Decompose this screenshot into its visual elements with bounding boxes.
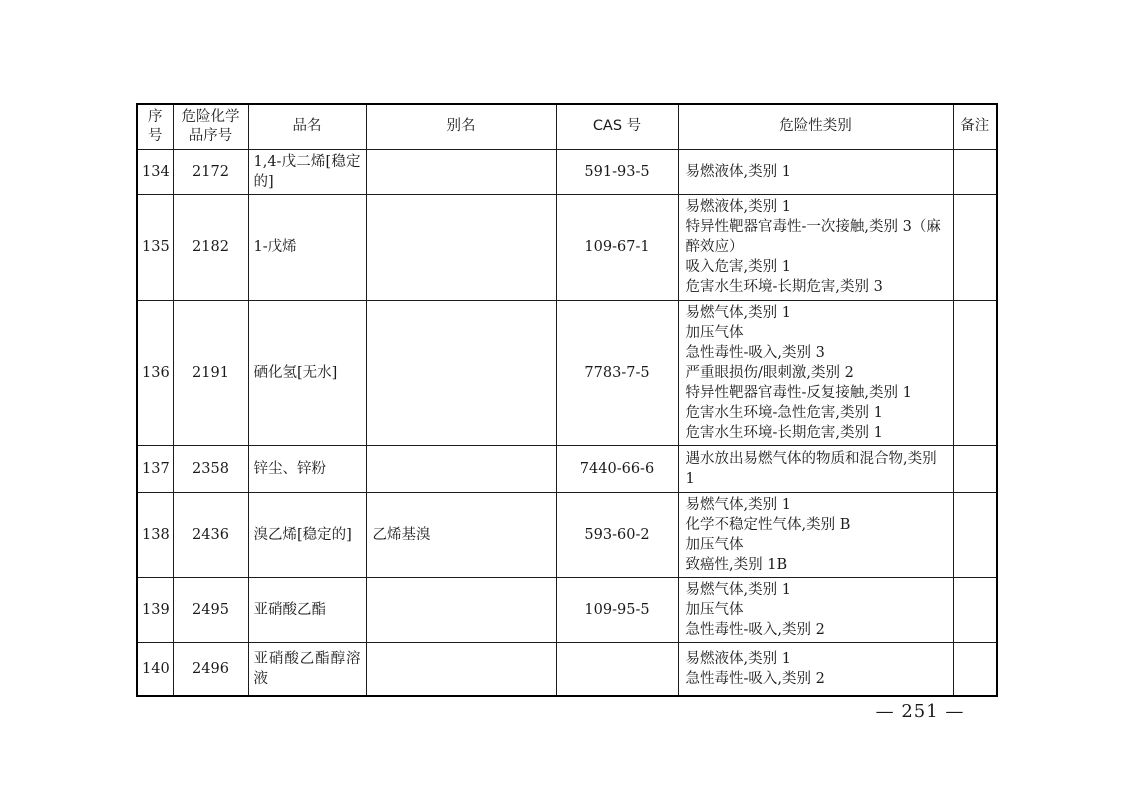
cell-alias [366,194,556,300]
cell-product-name: 锌尘、锌粉 [248,445,366,492]
header-serial-number: 序号 [137,104,173,149]
cell-chemical-serial-number: 2172 [173,149,248,194]
header-row [137,104,997,149]
hazard-line: 危害水生环境-急性危害,类别 1 [685,404,883,421]
cell-alias [366,300,556,445]
cell-product-name: 亚硝酸乙酯醇溶液 [248,642,366,696]
cell-serial-number: 140 [137,642,173,696]
cell-alias [366,445,556,492]
table-row-137 [137,445,997,492]
cell-serial-number: 136 [137,300,173,445]
hazard-line: 加压气体 [685,536,744,553]
cell-chemical-serial-number: 2495 [173,577,248,642]
table-row-136 [137,300,997,445]
header-hazard-category: 危险性类别 [678,104,953,149]
table-row-139 [137,577,997,642]
cell-remark [953,445,997,492]
hazard-line: 特异性靶器官毒性-一次接触,类别 3（麻醉效应） [685,219,941,255]
hazardous-chemicals-table [136,103,998,697]
cell-alias [366,642,556,696]
cell-hazard-category [678,642,953,696]
cell-remark [953,492,997,577]
header-alias: 别名 [366,104,556,149]
cell-serial-number: 138 [137,492,173,577]
cell-serial-number: 135 [137,194,173,300]
hazard-line: 化学不稳定性气体,类别 B [685,516,851,533]
cell-remark [953,194,997,300]
cell-remark [953,149,997,194]
cell-cas-number: 591-93-5 [556,149,678,194]
hazard-line: 急性毒性-吸入,类别 3 [685,344,825,361]
cell-chemical-serial-number: 2182 [173,194,248,300]
hazard-line: 致癌性,类别 1B [685,556,788,573]
cell-remark [953,577,997,642]
hazard-line: 遇水放出易燃气体的物质和混合物,类别 1 [685,450,937,487]
cell-serial-number: 134 [137,149,173,194]
cell-cas-number: 109-95-5 [556,577,678,642]
cell-remark [953,300,997,445]
hazard-line: 加压气体 [685,601,744,618]
cell-serial-number: 137 [137,445,173,492]
cell-cas-number: 7440-66-6 [556,445,678,492]
hazard-line: 易燃液体,类别 1 [685,199,791,215]
cell-product-name: 1-戊烯 [248,194,366,300]
cell-remark [953,642,997,696]
hazard-line: 特异性靶器官毒性-反复接触,类别 1 [685,384,912,401]
hazard-line: 急性毒性-吸入,类别 2 [685,670,825,687]
cell-alias [366,149,556,194]
cell-hazard-category [678,445,953,492]
hazard-line: 危害水生环境-长期危害,类别 1 [685,424,883,441]
cell-chemical-serial-number: 2496 [173,642,248,696]
hazard-line: 急性毒性-吸入,类别 2 [685,621,825,638]
cell-alias [366,577,556,642]
cell-cas-number: 109-67-1 [556,194,678,300]
table-row-138 [137,492,997,577]
cell-cas-number: 7783-7-5 [556,300,678,445]
cell-product-name: 1,4-戊二烯[稳定的] [248,149,366,194]
hazard-line: 易燃气体,类别 1 [685,304,791,321]
hazard-line: 易燃气体,类别 1 [685,581,791,598]
cell-chemical-serial-number: 2436 [173,492,248,577]
header-product-name: 品名 [248,104,366,149]
cell-product-name: 亚硝酸乙酯 [248,577,366,642]
cell-cas-number: 593-60-2 [556,492,678,577]
table-row-135 [137,194,997,300]
hazard-line: 危害水生环境-长期危害,类别 3 [685,279,883,295]
cell-product-name: 溴乙烯[稳定的] [248,492,366,577]
hazard-line: 易燃液体,类别 1 [685,650,791,667]
cell-hazard-category [678,194,953,300]
hazard-line: 吸入危害,类别 1 [685,259,791,275]
cell-serial-number: 139 [137,577,173,642]
cell-hazard-category [678,492,953,577]
cell-hazard-category [678,300,953,445]
header-remark: 备注 [953,104,997,149]
hazard-line: 易燃气体,类别 1 [685,496,791,513]
cell-cas-number [556,642,678,696]
hazard-line: 严重眼损伤/眼刺激,类别 2 [685,364,854,381]
page-number: — 251 — [875,701,965,722]
cell-product-name: 硒化氢[无水] [248,300,366,445]
hazard-line: 加压气体 [685,324,744,341]
cell-hazard-category [678,577,953,642]
cell-alias: 乙烯基溴 [366,492,556,577]
cell-hazard-category [678,149,953,194]
cell-chemical-serial-number: 2358 [173,445,248,492]
table-row-134 [137,149,997,194]
header-cas-number: CAS 号 [556,104,678,149]
cell-chemical-serial-number: 2191 [173,300,248,445]
hazard-line: 易燃液体,类别 1 [685,163,791,180]
table-row-140 [137,642,997,696]
header-chemical-serial-number: 危险化学品序号 [173,104,248,149]
